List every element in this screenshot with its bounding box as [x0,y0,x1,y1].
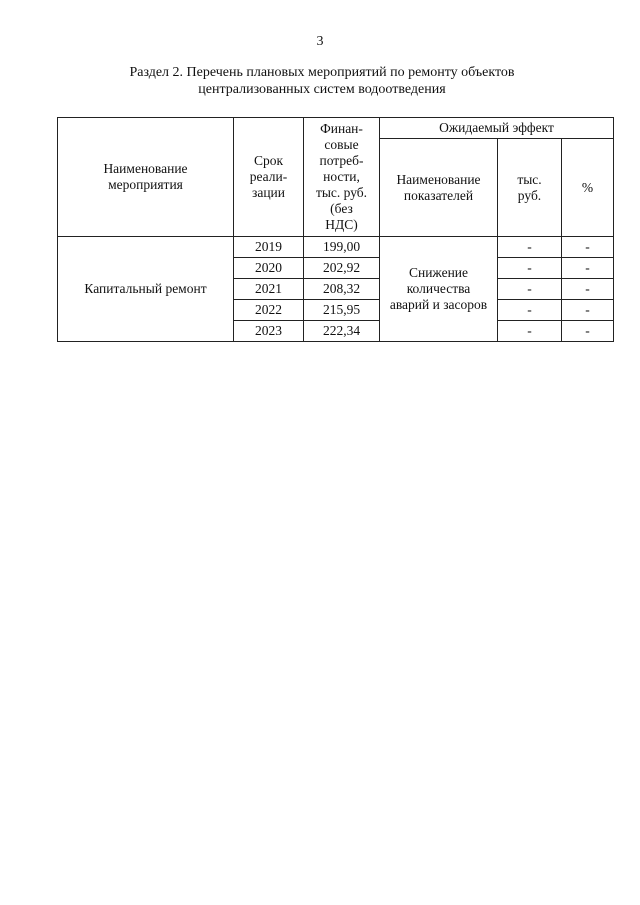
percent-cell: - [562,321,614,342]
year-cell: 2022 [234,300,304,321]
amount-cell: 222,34 [304,321,380,342]
amount-cell: 202,92 [304,258,380,279]
header-expected-effect: Ожидаемый эффект [380,118,614,139]
section-title-line-1: Раздел 2. Перечень плановых мероприятий по ремонту объектов [129,65,515,80]
year-cell: 2019 [234,237,304,258]
thousand-rub-cell: - [498,279,562,300]
header-period: Срок реали- зации [234,118,304,237]
section-title [90,64,554,98]
percent-cell: - [562,300,614,321]
header-percent: % [562,139,614,237]
header-indicator-name: Наименование показателей [380,139,498,237]
header-activity-name: Наименование мероприятия [58,118,234,237]
indicator-cell: Снижение количества аварий и засоров [380,237,498,342]
percent-cell: - [562,279,614,300]
activity-cell: Капитальный ремонт [58,237,234,342]
thousand-rub-cell: - [498,258,562,279]
year-cell: 2021 [234,279,304,300]
thousand-rub-cell: - [498,237,562,258]
page-number: 3 [316,34,324,49]
plan-table [57,117,614,342]
amount-cell: 199,00 [304,237,380,258]
thousand-rub-cell: - [498,300,562,321]
section-title-line-2: централизованных систем водоотведения [198,82,446,97]
percent-cell: - [562,237,614,258]
amount-cell: 208,32 [304,279,380,300]
table-row [58,237,614,258]
header-thousand-rub: тыс. руб. [498,139,562,237]
thousand-rub-cell: - [498,321,562,342]
header-finance: Финан- совые потреб- ности, тыс. руб. (без НДС) [304,118,380,237]
year-cell: 2023 [234,321,304,342]
amount-cell: 215,95 [304,300,380,321]
percent-cell: - [562,258,614,279]
year-cell: 2020 [234,258,304,279]
